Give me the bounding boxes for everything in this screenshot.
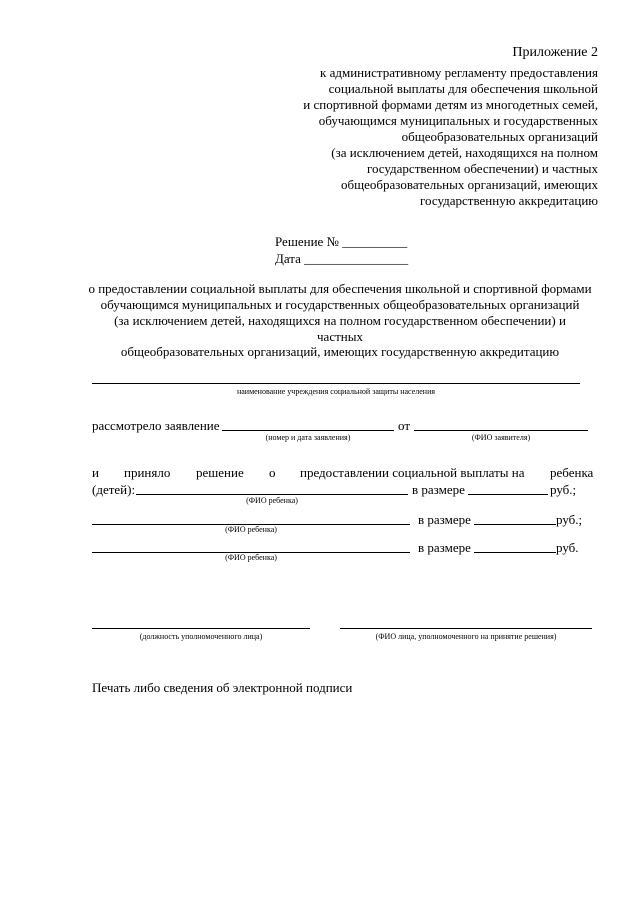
decision-word: о	[269, 465, 276, 480]
authorized-name-field[interactable]	[340, 628, 592, 629]
application-number-field[interactable]	[222, 430, 394, 431]
application-prefix: рассмотрело заявление	[92, 418, 220, 433]
annex-line: (за исключением детей, находящихся на полном	[331, 145, 598, 160]
seal-text: Печать либо сведения об электронной подписи	[92, 680, 353, 695]
children-label: (детей):	[92, 482, 136, 497]
decision-date	[275, 251, 408, 267]
applicant-name-field[interactable]	[414, 430, 588, 431]
annex-line: к административному регламенту предоставления	[320, 65, 598, 80]
authorized-name-caption: (ФИО лица, уполномоченного на принятие решения)	[375, 632, 557, 641]
decision-word: ребенка	[550, 465, 594, 480]
amount-field-2[interactable]	[474, 524, 556, 525]
application-from-label: от	[398, 418, 411, 433]
amount-label-3: в размере	[418, 540, 471, 555]
subject-line: обучающимся муниципальных и государственных общеобразовательных организаций	[100, 297, 580, 312]
child-name-caption-2: (ФИО ребенка)	[225, 525, 277, 534]
annex-title: Приложение 2	[512, 45, 598, 60]
annex-line: социальной выплаты для обеспечения школьной	[328, 81, 598, 96]
decision-word: решение	[196, 465, 244, 480]
annex-line: государственном обеспечении) и частных	[366, 161, 598, 176]
child-name-field-1[interactable]	[136, 494, 408, 495]
subject-line: частных	[317, 329, 363, 344]
currency-3: руб.	[556, 540, 579, 555]
decision-word: приняло	[124, 465, 171, 480]
subject-line: (за исключением детей, находящихся на полном государственном обеспечении) и	[114, 313, 566, 328]
institution-field[interactable]	[92, 383, 580, 384]
applicant-name-caption: (ФИО заявителя)	[471, 433, 531, 442]
subject-line: о предоставлении социальной выплаты для обеспечения школьной и спортивной формами	[88, 281, 592, 296]
amount-field-3[interactable]	[474, 552, 556, 553]
application-number-caption: (номер и дата заявления)	[265, 433, 351, 442]
annex-line: и спортивной формами детям из многодетных семей,	[303, 97, 598, 112]
decision-date-label: Дата	[275, 251, 301, 266]
decision-word: предоставлении социальной выплаты на	[300, 465, 525, 480]
child-name-caption-3: (ФИО ребенка)	[225, 553, 277, 562]
decision-word: и	[92, 465, 99, 480]
annex-line: государственную аккредитацию	[420, 193, 598, 208]
currency-1: руб.;	[550, 482, 577, 497]
amount-field-1[interactable]	[468, 494, 548, 495]
annex-line: общеобразовательных организаций	[401, 129, 598, 144]
position-caption: (должность уполномоченного лица)	[139, 632, 263, 641]
decision-number-blank[interactable]: __________	[342, 234, 408, 249]
subject-line: общеобразовательных организаций, имеющих государственную аккредитацию	[120, 344, 560, 359]
amount-label-1: в размере	[412, 482, 465, 497]
amount-label-2: в размере	[418, 512, 471, 527]
annex-line: общеобразовательных организаций, имеющих	[341, 177, 598, 192]
institution-caption: наименование учреждения социальной защиты населения	[236, 387, 436, 396]
decision-date-blank[interactable]: ________________	[304, 251, 409, 266]
annex-line: обучающимся муниципальных и государственных	[318, 113, 598, 128]
decision-number-label: Решение №	[275, 234, 339, 249]
child-name-caption-1: (ФИО ребенка)	[246, 496, 298, 505]
position-field[interactable]	[92, 628, 310, 629]
decision-number	[275, 234, 407, 250]
currency-2: руб.;	[556, 512, 583, 527]
